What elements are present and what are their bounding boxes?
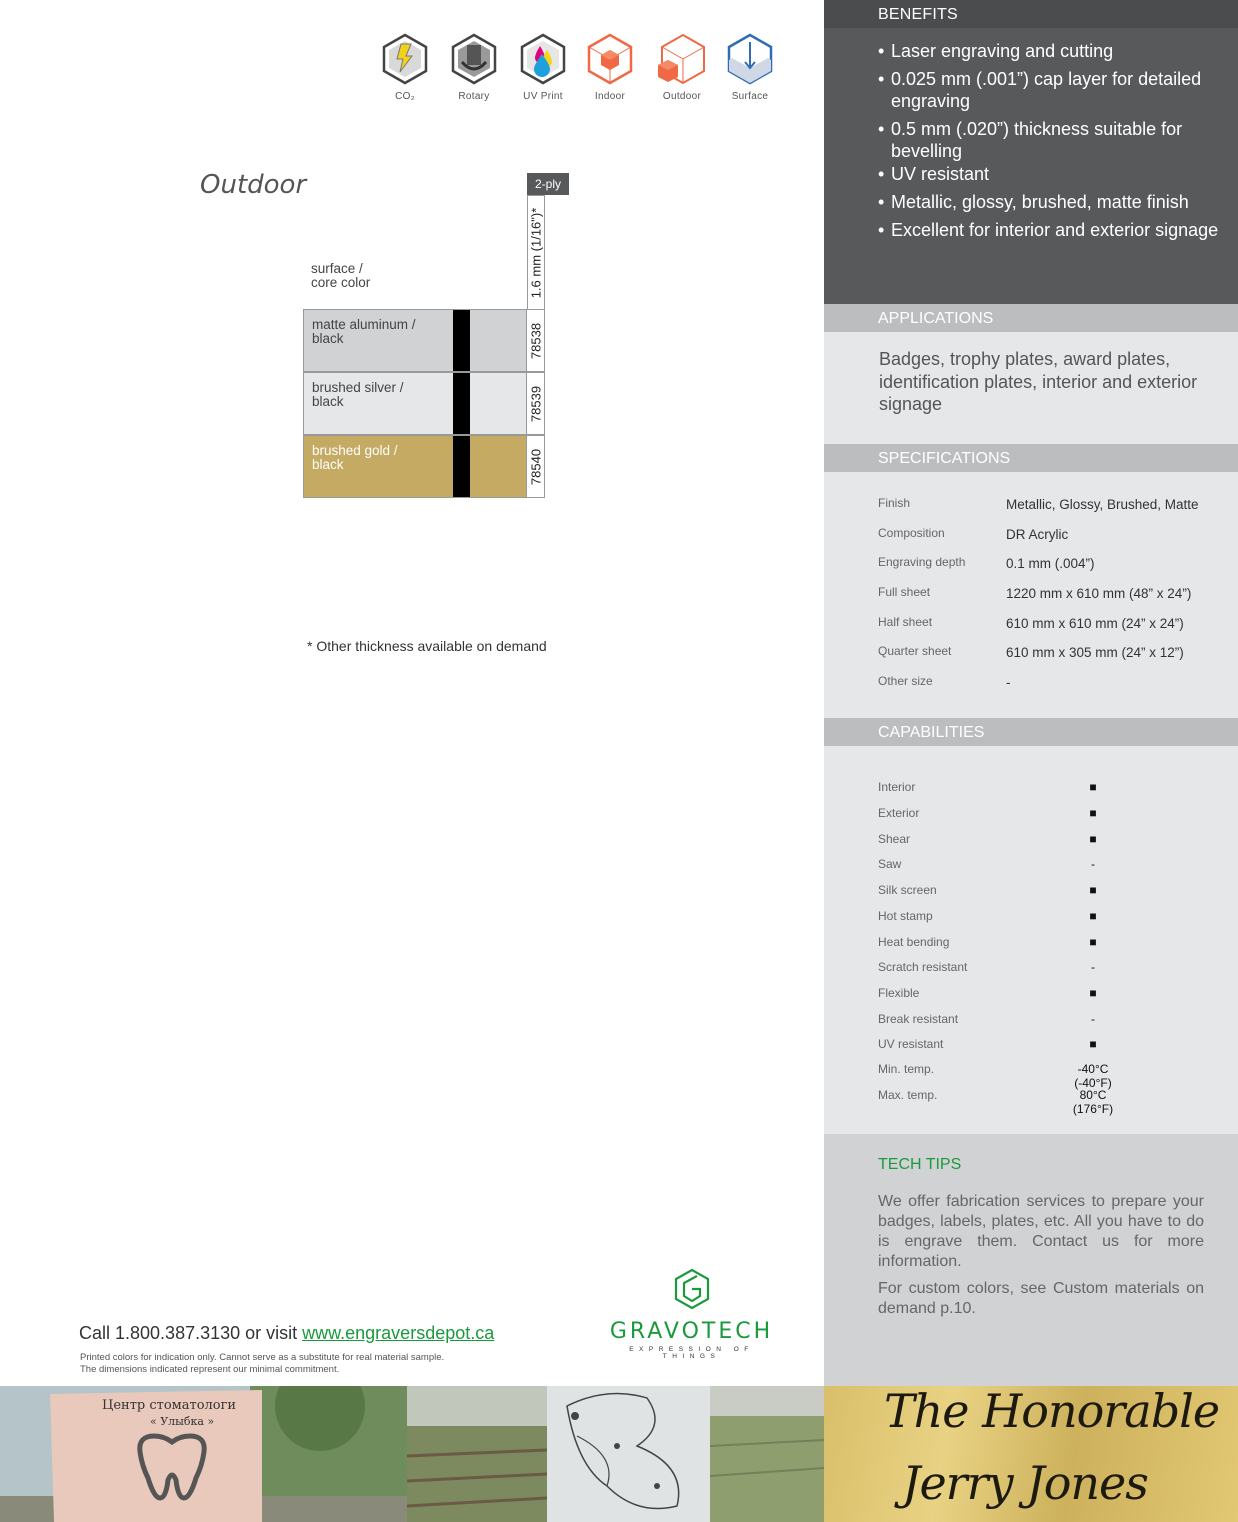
capability-row bbox=[878, 935, 1218, 953]
specifications-section bbox=[824, 444, 1238, 718]
spec-key: Half sheet bbox=[878, 615, 933, 629]
capability-key: Flexible bbox=[878, 986, 920, 1000]
capability-value: - bbox=[1091, 1012, 1095, 1026]
capability-row bbox=[878, 806, 1218, 824]
outdoor-icon-item bbox=[647, 32, 717, 102]
indoor-icon-item bbox=[575, 32, 645, 102]
spec-row bbox=[878, 644, 1228, 664]
spec-row bbox=[878, 526, 1228, 546]
capability-key: UV resistant bbox=[878, 1037, 944, 1051]
capability-key: Heat bending bbox=[878, 935, 950, 949]
material-code: 78539 bbox=[528, 385, 543, 422]
material-code: 78540 bbox=[528, 448, 543, 485]
capability-row bbox=[878, 960, 1218, 978]
spec-value: DR Acrylic bbox=[1006, 527, 1069, 542]
co2-icon-item bbox=[370, 32, 440, 102]
spec-key: Quarter sheet bbox=[878, 644, 952, 658]
spec-row bbox=[878, 585, 1228, 605]
capability-row bbox=[878, 780, 1218, 798]
outdoor-icon bbox=[656, 32, 708, 86]
spec-row bbox=[878, 615, 1228, 635]
logo-name: GRAVOTECH bbox=[609, 1319, 774, 1344]
capability-key: Max. temp. bbox=[878, 1088, 938, 1102]
spec-key: Engraving depth bbox=[878, 555, 966, 569]
trail-map-photo bbox=[547, 1386, 710, 1522]
category-title: Outdoor bbox=[200, 170, 307, 200]
capability-key: Interior bbox=[878, 780, 916, 794]
capability-value: ■ bbox=[1089, 1037, 1097, 1051]
capability-value: -40°C (-40°F) bbox=[1074, 1062, 1112, 1090]
uv-print-icon bbox=[519, 32, 567, 86]
tech-tips-paragraph: We offer fabrication services to prepare your badges, labels, plates, etc. All you have to do is engrave them. Contact us for more information. bbox=[878, 1193, 1204, 1270]
process-icons bbox=[370, 32, 790, 112]
uv-print-icon-item bbox=[508, 32, 578, 102]
core-color-swatch bbox=[453, 436, 470, 497]
field-photo-left bbox=[407, 1386, 547, 1522]
capability-value: ■ bbox=[1089, 935, 1097, 949]
capability-row bbox=[878, 832, 1218, 850]
applications-heading: APPLICATIONS bbox=[824, 304, 1238, 332]
contact-prefix: Call 1.800.387.3130 or visit bbox=[79, 1323, 303, 1343]
spec-key: Composition bbox=[878, 526, 945, 540]
capability-key: Silk screen bbox=[878, 883, 937, 897]
material-name: brushed silver / black bbox=[312, 380, 404, 409]
spec-value: 1220 mm x 610 mm (48” x 24”) bbox=[1006, 586, 1192, 601]
capability-row bbox=[878, 1037, 1218, 1055]
gravotech-logo-icon bbox=[673, 1268, 711, 1310]
capability-key: Saw bbox=[878, 857, 902, 871]
rotary-icon bbox=[450, 32, 498, 86]
surface-core-label: surface / core color bbox=[311, 261, 371, 290]
spec-value: - bbox=[1006, 675, 1011, 690]
capability-row bbox=[878, 883, 1218, 901]
capabilities-section bbox=[824, 718, 1238, 1134]
thickness-label: 1.6 mm (1/16")* bbox=[528, 207, 544, 298]
icon-label: Surface bbox=[731, 91, 769, 102]
material-code: 78538 bbox=[528, 322, 543, 359]
indoor-icon bbox=[586, 32, 634, 86]
capability-key: Scratch resistant bbox=[878, 960, 968, 974]
surface-icon-item bbox=[715, 32, 785, 102]
website-link[interactable]: www.engraversdepot.ca bbox=[302, 1323, 495, 1343]
tech-tips-paragraph: For custom colors, see Custom materials on demand p.10. bbox=[878, 1280, 1204, 1317]
tech-tips-heading: TECH TIPS bbox=[878, 1156, 962, 1173]
material-code-cell bbox=[526, 310, 544, 371]
spec-value: 0.1 mm (.004”) bbox=[1006, 556, 1095, 571]
applications-section bbox=[824, 304, 1238, 444]
capability-row bbox=[878, 909, 1218, 927]
capability-row bbox=[878, 1088, 1218, 1116]
spec-row bbox=[878, 555, 1228, 575]
co2-laser-icon bbox=[381, 32, 429, 86]
benefits-list bbox=[824, 28, 1238, 241]
contact-line bbox=[79, 1323, 494, 1344]
benefit-item: • Laser engraving and cutting bbox=[878, 40, 1238, 62]
spec-value: 610 mm x 305 mm (24” x 12”) bbox=[1006, 645, 1184, 660]
capability-key: Hot stamp bbox=[878, 909, 933, 923]
capability-value: ■ bbox=[1089, 806, 1097, 820]
material-name: matte aluminum / black bbox=[312, 317, 416, 346]
disclaimer: Printed colors for indication only. Cannot serve as a substitute for real material sample. The dimensions indicated represent our minimal commitment. bbox=[80, 1352, 445, 1375]
material-row bbox=[303, 435, 545, 498]
capability-value: ■ bbox=[1089, 986, 1097, 1000]
material-row bbox=[303, 372, 545, 435]
capability-value: ■ bbox=[1089, 780, 1097, 794]
gold-plaque-photo bbox=[824, 1386, 1238, 1522]
benefit-item: • 0.5 mm (.020”) thickness suitable for bevelling bbox=[878, 118, 1238, 162]
material-code-cell bbox=[526, 436, 544, 497]
capability-key: Min. temp. bbox=[878, 1062, 935, 1076]
benefit-item: • UV resistant bbox=[878, 163, 1238, 185]
thickness-footnote: * Other thickness available on demand bbox=[307, 638, 547, 654]
gravotech-logo bbox=[604, 1268, 779, 1360]
rotary-icon-item bbox=[439, 32, 509, 102]
capability-value: ■ bbox=[1089, 832, 1097, 846]
ply-badge: 2-ply bbox=[527, 173, 569, 195]
photo-strip bbox=[0, 1386, 1238, 1522]
benefit-item: • 0.025 mm (.001”) cap layer for detailed engraving bbox=[878, 68, 1238, 112]
benefits-section bbox=[824, 0, 1238, 304]
applications-text: Badges, trophy plates, award plates, identification plates, interior and exterior signage bbox=[879, 349, 1198, 414]
tech-tips-section bbox=[824, 1134, 1238, 1386]
spec-key: Other size bbox=[878, 674, 933, 688]
capability-key: Shear bbox=[878, 832, 911, 846]
material-row bbox=[303, 309, 545, 372]
specifications-heading: SPECIFICATIONS bbox=[824, 444, 1238, 472]
capability-key: Break resistant bbox=[878, 1012, 959, 1026]
spec-key: Full sheet bbox=[878, 585, 931, 599]
capability-row bbox=[878, 1012, 1218, 1030]
capabilities-heading: CAPABILITIES bbox=[824, 718, 1238, 746]
core-color-swatch bbox=[453, 373, 470, 434]
benefits-heading: BENEFITS bbox=[824, 0, 1238, 28]
capability-value: 80°C (176°F) bbox=[1072, 1088, 1114, 1116]
field-photo-right bbox=[710, 1386, 824, 1522]
material-name: brushed gold / black bbox=[312, 443, 398, 472]
surface-icon bbox=[726, 32, 774, 86]
capability-value: ■ bbox=[1089, 883, 1097, 897]
icon-label: UV Print bbox=[523, 91, 563, 102]
capability-value: - bbox=[1091, 960, 1095, 974]
capability-value: ■ bbox=[1089, 909, 1097, 923]
sign-subtitle: « Улыбка » bbox=[150, 1415, 215, 1428]
spec-key: Finish bbox=[878, 496, 911, 510]
plaque-line1: The Honorable bbox=[884, 1386, 1220, 1438]
capability-key: Exterior bbox=[878, 806, 920, 820]
benefit-item: • Excellent for interior and exterior signage bbox=[878, 219, 1238, 241]
capability-row bbox=[878, 857, 1218, 875]
spec-value: 610 mm x 610 mm (24” x 24”) bbox=[1006, 616, 1184, 631]
capability-row bbox=[878, 1062, 1218, 1090]
dental-sign-photo bbox=[0, 1386, 407, 1522]
spec-row bbox=[878, 674, 1228, 694]
icon-label: Indoor bbox=[594, 91, 626, 102]
benefit-item: • Metallic, glossy, brushed, matte finish bbox=[878, 191, 1238, 213]
icon-label: Outdoor bbox=[662, 91, 702, 102]
capability-row bbox=[878, 986, 1218, 1004]
tooth-icon bbox=[132, 1432, 212, 1502]
spec-row bbox=[878, 496, 1228, 516]
sign-title: Центр стоматологи bbox=[102, 1398, 237, 1413]
logo-tagline: EXPRESSION OF THINGS bbox=[629, 1346, 754, 1360]
icon-label: CO₂ bbox=[395, 91, 415, 102]
icon-label: Rotary bbox=[458, 91, 490, 102]
spec-value: Metallic, Glossy, Brushed, Matte bbox=[1006, 497, 1199, 512]
info-panel bbox=[824, 0, 1238, 1386]
material-code-cell bbox=[526, 373, 544, 434]
core-color-swatch bbox=[453, 310, 470, 371]
plaque-line2: Jerry Jones bbox=[902, 1456, 1148, 1510]
capability-value: - bbox=[1091, 857, 1095, 871]
thickness-header bbox=[527, 195, 545, 309]
